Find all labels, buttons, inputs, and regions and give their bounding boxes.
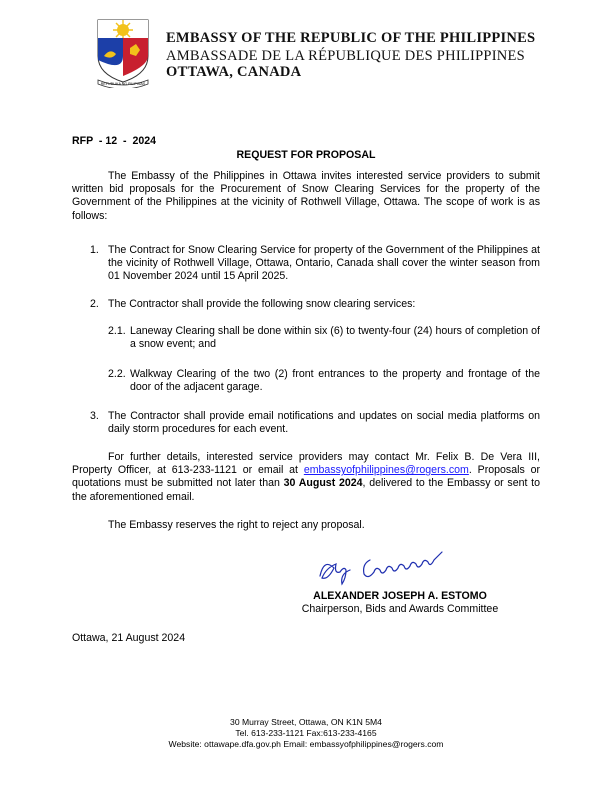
document-date: Ottawa, 21 August 2024 (72, 632, 186, 644)
subitem-number: 2.1. (108, 325, 126, 337)
item-text: The Contractor shall provide email notifications and updates on social media platforms on daily storm procedures for each event. (108, 410, 540, 436)
embassy-location: OTTAWA, CANADA (166, 64, 302, 80)
item-number: 3. (90, 410, 99, 422)
footer-phone: Tel. 613-233-1121 Fax:613-233-4165 (235, 728, 377, 738)
signatory-name: ALEXANDER JOSEPH A. ESTOMO (313, 590, 487, 602)
reference-number: RFP - 12 - 2024 (72, 135, 157, 147)
footer-web: Website: ottawape.dfa.gov.ph Email: embassyofphilippines@rogers.com (168, 739, 444, 749)
embassy-name-french: AMBASSADE DE LA RÉPUBLIQUE DES PHILIPPINES (166, 48, 525, 64)
intro-paragraph: The Embassy of the Philippines in Ottawa invites interested service providers to submit written bid proposals for the Procurement of Snow Clearing Services for the property of the Government of the Philippines at the vicinity of Rothwell Village, Ottawa. The scope of work is as follows: (72, 170, 540, 222)
item-text: The Contractor shall provide the following snow clearing services: (108, 298, 416, 310)
details-text: , delivered to the Embassy or sent to the aforementioned email. (72, 477, 540, 503)
item-number: 1. (90, 244, 99, 256)
item-text: The Contract for Snow Clearing Service for property of the Government of the Philippines at the vicinity of Rothwell Village, Ottawa, Ontario, Canada shall cover the winter season from 01 November 2024 until 15 April 2025. (108, 244, 540, 283)
embassy-name-english: EMBASSY OF THE REPUBLIC OF THE PHILIPPINES (166, 30, 536, 46)
submission-deadline: 30 August 2024 (283, 477, 363, 490)
item-number: 2. (90, 298, 99, 310)
contact-email-link[interactable]: embassyofphilippines@rogers.com (303, 464, 469, 477)
document-title: REQUEST FOR PROPOSAL (236, 149, 376, 161)
details-paragraph (72, 451, 540, 504)
details-text: . Proposals or quotations must be submitted not later than (72, 464, 540, 490)
philippine-seal-logo (92, 16, 154, 88)
seal-banner-text: REPUBLIKA NG PILIPINAS (100, 82, 146, 86)
subitem-text: Walkway Clearing of the two (2) front entrances to the property and frontage of the door of the adjacent garage. (130, 368, 540, 394)
signatory-title: Chairperson, Bids and Awards Committee (301, 603, 499, 615)
reserve-statement: The Embassy reserves the right to reject any proposal. (108, 519, 365, 531)
details-text: For further details, interested service providers may contact Mr. Felix B. De Vera III, Property Officer, at 613-233-1121 or email at (72, 451, 540, 477)
subitem-text: Laneway Clearing shall be done within six (6) to twenty-four (24) hours of completion of a snow event; and (130, 325, 540, 351)
signature (310, 550, 490, 590)
subitem-number: 2.2. (108, 368, 126, 380)
footer-address: 30 Murray Street, Ottawa, ON K1N 5M4 (230, 717, 382, 727)
